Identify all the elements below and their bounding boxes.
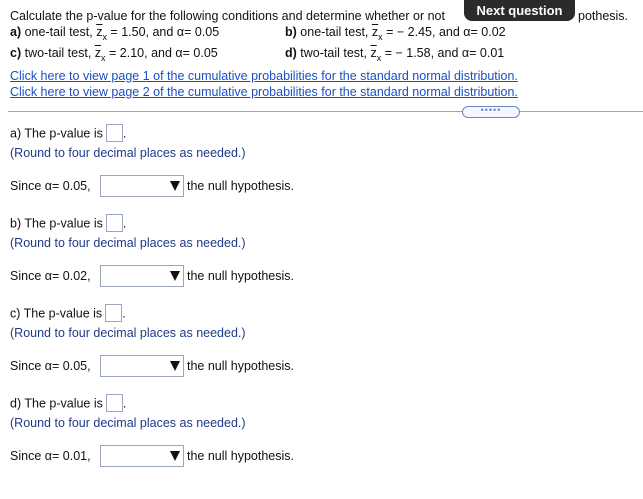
part-d-pvalue-input[interactable] <box>106 394 123 412</box>
part-c-null-text: the null hypothesis. <box>187 359 295 373</box>
cumulative-prob-page1-link[interactable]: Click here to view page 1 of the cumulative probabilities for the standard normal distribution. <box>10 69 518 83</box>
next-question-button[interactable]: Next question <box>464 0 575 21</box>
condition-b: b) one-tail test, $\overline{z}_x$ = − 2.45, and α= 0.02 <box>285 25 506 42</box>
part-a-pvalue-input[interactable] <box>106 124 123 142</box>
dropdown-arrow-icon <box>170 451 180 461</box>
part-a-since-text: Since α= 0.05, <box>10 179 91 193</box>
part-d-null-text: the null hypothesis. <box>187 449 295 463</box>
part-b-decision-dropdown[interactable] <box>100 265 184 287</box>
part-d-since-text: Since α= 0.01, <box>10 449 91 463</box>
question-intro <box>10 9 445 23</box>
part-d-decision-dropdown[interactable] <box>100 445 184 467</box>
intro-text: Calculate the p-value for the following conditions and determine whether or not <box>10 9 445 23</box>
condition-a: a) one-tail test, $\overline{z}_x = 1.50$, and α= 0.05 <box>10 25 220 42</box>
part-a-decision-dropdown[interactable] <box>100 175 184 197</box>
part-c-round-note: (Round to four decimal places as needed.) <box>10 326 246 340</box>
part-c-pvalue-row: c) The p-value is . <box>10 306 126 322</box>
part-c-pvalue-input[interactable] <box>105 304 122 322</box>
part-b-pvalue-input[interactable] <box>106 214 123 232</box>
condition-c: c) two-tail test, $\overline{z}_x = 2.10$, and α= 0.05 <box>10 46 218 63</box>
part-c-since-text: Since α= 0.05, <box>10 359 91 373</box>
part-d-pvalue-row: d) The p-value is . <box>10 396 126 412</box>
part-a-round-note: (Round to four decimal places as needed.) <box>10 146 246 160</box>
part-a-null-text: the null hypothesis. <box>187 179 295 193</box>
part-b-since-text: Since α= 0.02, <box>10 269 91 283</box>
dropdown-arrow-icon <box>170 361 180 371</box>
part-b-round-note: (Round to four decimal places as needed.) <box>10 236 246 250</box>
dropdown-arrow-icon <box>170 271 180 281</box>
part-b-pvalue-row: b) The p-value is . <box>10 216 126 232</box>
cumulative-prob-page2-link[interactable]: Click here to view page 2 of the cumulative probabilities for the standard normal distribution. <box>10 85 518 99</box>
part-c-decision-dropdown[interactable] <box>100 355 184 377</box>
question-intro-tail: pothesis. <box>578 9 629 23</box>
condition-d: d) two-tail test, $\overline{z}_x$ = − 1.58, and α= 0.01 <box>285 46 505 63</box>
part-a-pvalue-row: a) The p-value is . <box>10 126 126 142</box>
part-d-round-note: (Round to four decimal places as needed.) <box>10 416 246 430</box>
part-b-null-text: the null hypothesis. <box>187 269 295 283</box>
dropdown-arrow-icon <box>170 181 180 191</box>
expand-more-button[interactable]: ••••• <box>462 106 520 118</box>
section-divider <box>8 111 643 112</box>
